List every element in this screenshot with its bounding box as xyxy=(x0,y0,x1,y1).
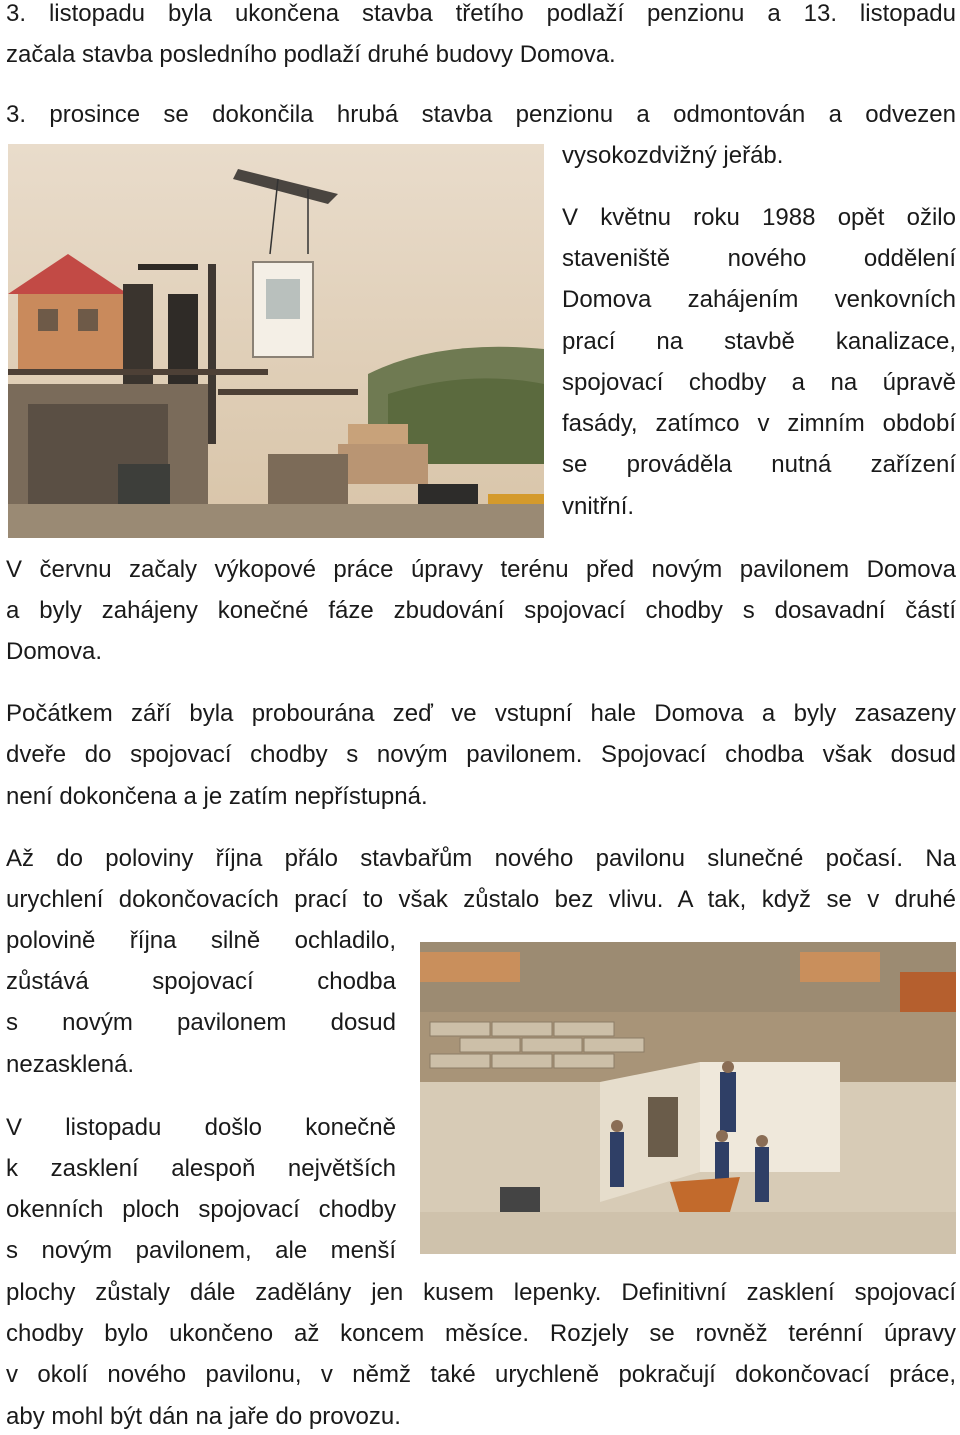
text-line: s novým pavilonem, ale menší xyxy=(6,1237,396,1264)
text-line: fasády, zatímco v zimním období xyxy=(562,410,956,437)
construction-crane-photo xyxy=(8,144,544,538)
text-line: plochy zůstaly dále zadělány jen kusem lepenky. Definitivní zasklení spojovací xyxy=(6,1279,956,1306)
text-line: Až do poloviny října přálo stavbařům nového pavilonu slunečné počasí. Na xyxy=(6,845,956,872)
text-line: 3. prosince se dokončila hrubá stavba penzionu a odmontován a odvezen xyxy=(6,101,956,128)
text-line: se prováděla nutná zařízení xyxy=(562,451,956,478)
text-line: Domova. xyxy=(6,638,103,665)
text-line: urychlení dokončovacích prací to však zůstalo bez vlivu. A tak, když se v druhé xyxy=(6,886,956,913)
text-line: staveniště nového oddělení xyxy=(562,245,956,272)
text-line: 3. listopadu byla ukončena stavba třetího podlaží penzionu a 13. listopadu xyxy=(6,0,956,27)
text-line: začala stavba posledního podlaží druhé budovy Domova. xyxy=(6,41,616,68)
text-line: Domova zahájením venkovních xyxy=(562,286,956,313)
text-line: není dokončena a je zatím nepřístupná. xyxy=(6,783,428,810)
text-line: V listopadu došlo konečně xyxy=(6,1114,396,1141)
text-line: prací na stavbě kanalizace, xyxy=(562,328,956,355)
text-line: v okolí nového pavilonu, v němž také urychleně pokračují dokončovací práce, xyxy=(6,1361,956,1388)
text-line: V květnu roku 1988 opět ožilo xyxy=(562,204,956,231)
text-line: okenních ploch spojovací chodby xyxy=(6,1196,396,1223)
text-line: dveře do spojovací chodby s novým pavilonem. Spojovací chodba však dosud xyxy=(6,741,956,768)
text-line: vysokozdvižný jeřáb. xyxy=(562,142,784,169)
text-line: s novým pavilonem dosud xyxy=(6,1009,396,1036)
text-line: k zasklení alespoň největších xyxy=(6,1155,396,1182)
text-line: aby mohl být dán na jaře do provozu. xyxy=(6,1403,401,1430)
text-line: zůstává spojovací chodba xyxy=(6,968,396,995)
text-line: vnitřní. xyxy=(562,493,635,520)
text-line: V červnu začaly výkopové práce úpravy terénu před novým pavilonem Domova xyxy=(6,556,956,583)
text-line: chodby bylo ukončeno až koncem měsíce. Rozjely se rovněž terénní úpravy xyxy=(6,1320,956,1347)
text-line: polovině října silně ochladilo, xyxy=(6,927,396,954)
text-line: spojovací chodby a na úpravě xyxy=(562,369,956,396)
text-line: nezasklená. xyxy=(6,1051,135,1078)
text-line: Počátkem září byla probourána zeď ve vstupní hale Domova a byly zasazeny xyxy=(6,700,956,727)
workers-corridor-photo xyxy=(420,942,956,1254)
text-line: a byly zahájeny konečné fáze zbudování spojovací chodby s dosavadní částí xyxy=(6,597,956,624)
